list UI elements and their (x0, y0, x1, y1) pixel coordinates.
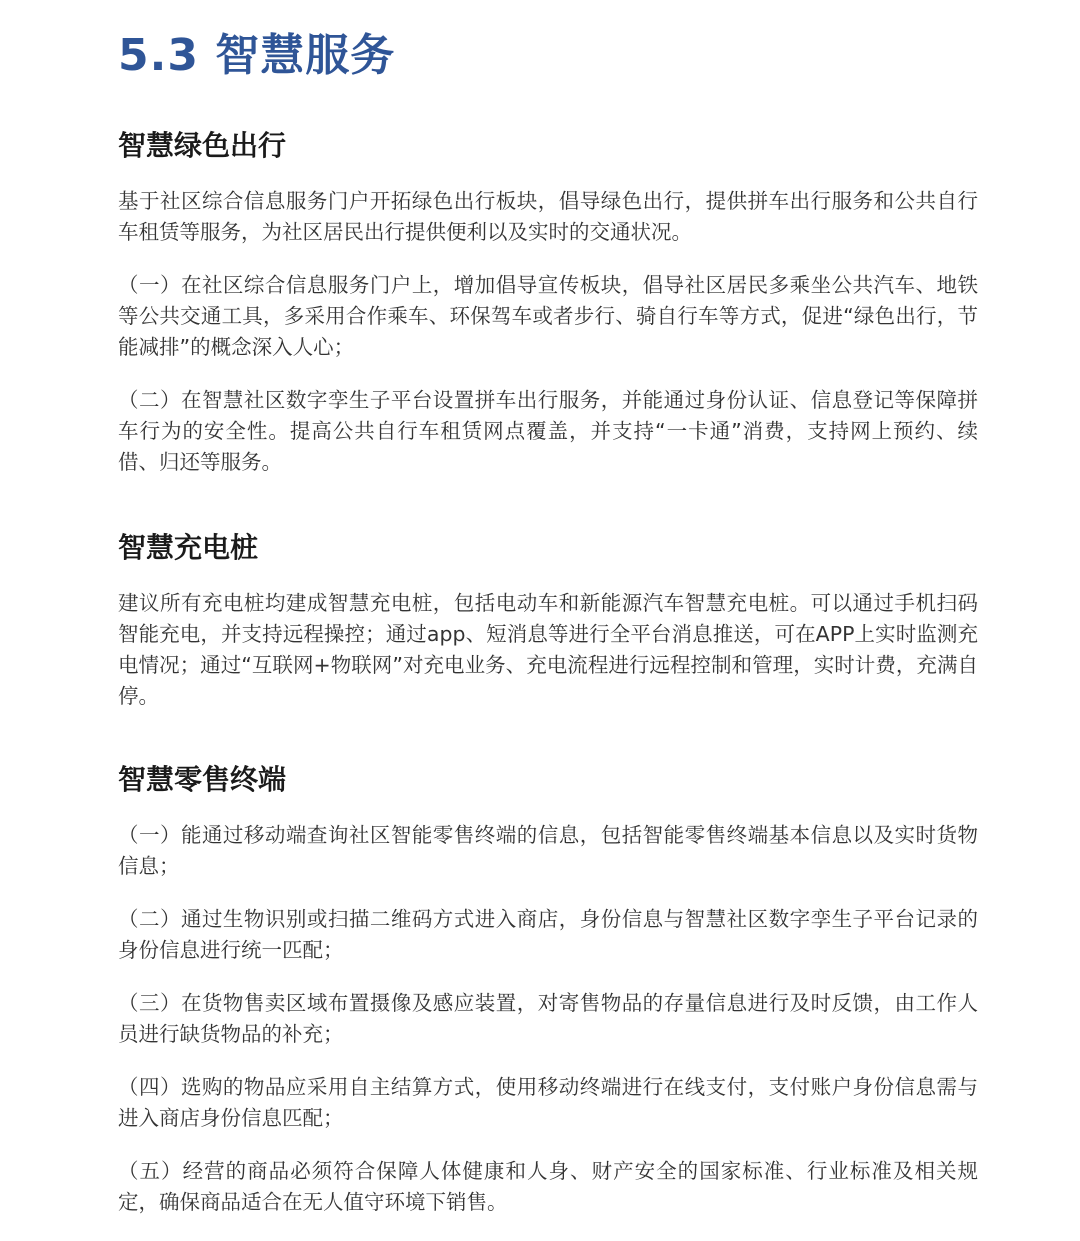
paragraph: （三）在货物售卖区域布置摄像及感应装置，对寄售物品的存量信息进行及时反馈，由工作人员进行缺货物品的补充； (118, 991, 978, 1046)
paragraph: 建议所有充电桩均建成智慧充电桩，包括电动车和新能源汽车智慧充电桩。可以通过手机扫码智能充电，并支持远程操控；通过app、短消息等进行全平台消息推送，可在APP上实时监测充电情况；通过“互联网+物联网”对充电业务、充电流程进行远程控制和管理，实时计费，充满自停。 (118, 591, 978, 708)
section-charging-pile (118, 530, 978, 712)
section-title: 智慧充电桩 (118, 531, 259, 564)
section-green-travel (118, 128, 978, 478)
paragraph: （一）能通过移动端查询社区智能零售终端的信息，包括智能零售终端基本信息以及实时货物信息； (118, 823, 978, 878)
section-retail-terminal (118, 762, 978, 1218)
paragraph: （二）在智慧社区数字孪生子平台设置拼车出行服务，并能通过身份认证、信息登记等保障拼车行为的安全性。提高公共自行车租赁网点覆盖，并支持“一卡通”消费，支持网上预约、续借、归还等服务。 (118, 388, 978, 474)
paragraph: 基于社区综合信息服务门户开拓绿色出行板块，倡导绿色出行，提供拼车出行服务和公共自行车租赁等服务，为社区居民出行提供便利以及实时的交通状况。 (118, 189, 978, 244)
paragraph: （一）在社区综合信息服务门户上，增加倡导宣传板块，倡导社区居民多乘坐公共汽车、地铁等公共交通工具，多采用合作乘车、环保驾车或者步行、骑自行车等方式，促进“绿色出行，节能减排”的概念深入人心； (118, 273, 978, 359)
section-title: 智慧绿色出行 (118, 129, 287, 162)
paragraph: （二）通过生物识别或扫描二维码方式进入商店，身份信息与智慧社区数字孪生子平台记录的身份信息进行统一匹配； (118, 907, 978, 962)
paragraph: （五）经营的商品必须符合保障人体健康和人身、财产安全的国家标准、行业标准及相关规定，确保商品适合在无人值守环境下销售。 (118, 1159, 978, 1214)
section-title: 智慧零售终端 (118, 763, 287, 796)
page-title: 5.3 智慧服务 (118, 30, 396, 81)
paragraph: （四）选购的物品应采用自主结算方式，使用移动终端进行在线支付，支付账户身份信息需与进入商店身份信息匹配； (118, 1075, 978, 1130)
